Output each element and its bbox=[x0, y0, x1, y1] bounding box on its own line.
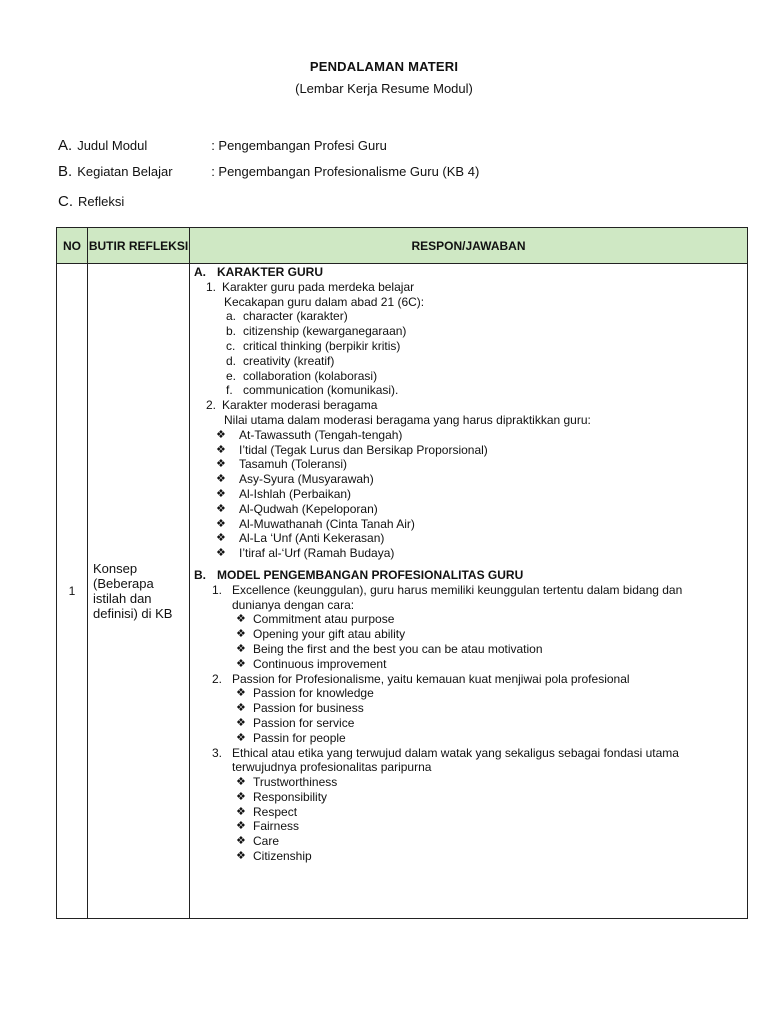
list-item: f. communication (komunikasi). bbox=[226, 383, 399, 398]
list-item: ❖ Al-Qudwah (Kepeloporan) bbox=[216, 501, 378, 516]
diamond-bullet-icon: ❖ bbox=[236, 628, 246, 641]
list-item: ❖ Tasamuh (Toleransi) bbox=[216, 457, 348, 472]
list-item: a. character (karakter) bbox=[226, 309, 348, 324]
diamond-bullet-icon: ❖ bbox=[236, 850, 246, 863]
diamond-bullet-icon: ❖ bbox=[236, 687, 246, 700]
diamond-bullet-icon: ❖ bbox=[236, 702, 246, 715]
list-item: ❖ Fairness bbox=[236, 819, 300, 834]
respon-cell bbox=[190, 264, 748, 919]
list-item-cont: dunianya dengan cara: bbox=[232, 597, 355, 612]
header-respon-jawaban: RESPON/JAWABAN bbox=[190, 228, 748, 264]
list-item-sub: Kecakapan guru dalam abad 21 (6C): bbox=[224, 294, 425, 309]
list-item: c. critical thinking (berpikir kritis) bbox=[226, 338, 401, 353]
diamond-bullet-icon: ❖ bbox=[216, 517, 226, 530]
diamond-bullet-icon: ❖ bbox=[216, 473, 226, 486]
diamond-bullet-icon: ❖ bbox=[236, 820, 246, 833]
list-item: ❖ Respect bbox=[236, 804, 298, 819]
diamond-bullet-icon: ❖ bbox=[216, 502, 226, 515]
header-butir-refleksi: BUTIR REFLEKSI bbox=[88, 228, 190, 264]
list-item: ❖ I’tiraf al-‘Urf (Ramah Budaya) bbox=[216, 546, 395, 561]
diamond-bullet-icon: ❖ bbox=[236, 790, 246, 803]
diamond-bullet-icon: ❖ bbox=[236, 835, 246, 848]
diamond-bullet-icon: ❖ bbox=[216, 458, 226, 471]
info-label: Kegiatan Belajar bbox=[77, 164, 173, 179]
butir-cell: Konsep (Beberapa istilah dan definisi) di KB bbox=[88, 264, 190, 919]
page-subtitle: (Lembar Kerja Resume Modul) bbox=[295, 81, 473, 96]
list-item: ❖ Responsibility bbox=[236, 789, 328, 804]
list-item: b. citizenship (kewarganegaraan) bbox=[226, 324, 407, 339]
info-letter: C. bbox=[58, 193, 73, 210]
diamond-bullet-icon: ❖ bbox=[236, 716, 246, 729]
info-letter: B. bbox=[58, 163, 73, 180]
section-a-title: A. KARAKTER GURU bbox=[194, 265, 323, 279]
list-item: ❖ Al-Ishlah (Perbaikan) bbox=[216, 486, 352, 501]
info-label: Judul Modul bbox=[77, 138, 148, 153]
diamond-bullet-icon: ❖ bbox=[236, 642, 246, 655]
diamond-bullet-icon: ❖ bbox=[236, 805, 246, 818]
list-item: ❖ Passion for service bbox=[236, 715, 355, 730]
list-item: ❖ Al-Muwathanah (Cinta Tanah Air) bbox=[216, 516, 415, 531]
diamond-bullet-icon: ❖ bbox=[236, 731, 246, 744]
list-item: ❖ Commitment atau purpose bbox=[236, 612, 395, 627]
diamond-bullet-icon: ❖ bbox=[236, 657, 246, 670]
diamond-bullet-icon: ❖ bbox=[236, 613, 246, 626]
list-item: ❖ Passion for knowledge bbox=[236, 686, 374, 701]
reflection-table bbox=[56, 227, 748, 919]
list-item: 1. Excellence (keunggulan), guru harus memiliki keunggulan tertentu dalam bidang dan bbox=[212, 582, 683, 597]
list-item: ❖ At-Tawassuth (Tengah-tengah) bbox=[216, 427, 403, 442]
list-item: ❖ Trustworthiness bbox=[236, 775, 338, 790]
info-row-refleksi bbox=[58, 193, 212, 210]
list-item: ❖ Asy-Syura (Musyarawah) bbox=[216, 472, 374, 487]
list-item: 1. Karakter guru pada merdeka belajar bbox=[206, 279, 415, 294]
diamond-bullet-icon: ❖ bbox=[216, 547, 226, 560]
table-header-row bbox=[57, 228, 748, 264]
diamond-bullet-icon: ❖ bbox=[216, 532, 226, 545]
table-row bbox=[57, 264, 748, 919]
row-number: 1 bbox=[57, 264, 88, 919]
list-item: ❖ Continuous improvement bbox=[236, 656, 387, 671]
list-item: 3. Ethical atau etika yang terwujud dalam watak yang sekaligus sebagai fondasi utama bbox=[212, 745, 679, 760]
page-title: PENDALAMAN MATERI bbox=[309, 59, 459, 74]
list-item: ❖ I’tidal (Tegak Lurus dan Bersikap Proporsional) bbox=[216, 442, 488, 457]
list-item: ❖ Al-La ‘Unf (Anti Kekerasan) bbox=[216, 531, 385, 546]
diamond-bullet-icon: ❖ bbox=[216, 487, 226, 500]
header-no: NO bbox=[57, 228, 88, 264]
list-item: 2. Karakter moderasi beragama bbox=[206, 398, 378, 413]
info-letter: A. bbox=[58, 137, 73, 154]
info-label: Refleksi bbox=[78, 194, 125, 209]
list-item: d. creativity (kreatif) bbox=[226, 353, 335, 368]
list-item: ❖ Passin for people bbox=[236, 730, 346, 745]
list-item-sub: Nilai utama dalam moderasi beragama yang harus dipraktikkan guru: bbox=[224, 412, 591, 427]
diamond-bullet-icon: ❖ bbox=[216, 428, 226, 441]
info-value: : Pengembangan Profesi Guru bbox=[211, 138, 387, 153]
list-item-cont: terwujudnya profesionalitas paripurna bbox=[232, 760, 432, 775]
list-item: ❖ Being the first and the best you can be atau motivation bbox=[236, 641, 543, 656]
list-item: ❖ Citizenship bbox=[236, 849, 312, 864]
diamond-bullet-icon: ❖ bbox=[236, 776, 246, 789]
diamond-bullet-icon: ❖ bbox=[216, 443, 226, 456]
info-row-kegiatan-belajar bbox=[58, 163, 479, 180]
list-item: ❖ Passion for business bbox=[236, 701, 364, 716]
list-item: e. collaboration (kolaborasi) bbox=[226, 368, 378, 383]
list-item: ❖ Care bbox=[236, 834, 280, 849]
list-item: 2. Passion for Profesionalisme, yaitu kemauan kuat menjiwai pola profesional bbox=[212, 671, 630, 686]
section-b-title: B. MODEL PENGEMBANGAN PROFESIONALITAS GURU bbox=[194, 567, 524, 582]
info-row-judul-modul bbox=[58, 137, 387, 154]
list-item: ❖ Opening your gift atau ability bbox=[236, 627, 406, 642]
info-value: : Pengembangan Profesionalisme Guru (KB 4) bbox=[211, 164, 480, 179]
